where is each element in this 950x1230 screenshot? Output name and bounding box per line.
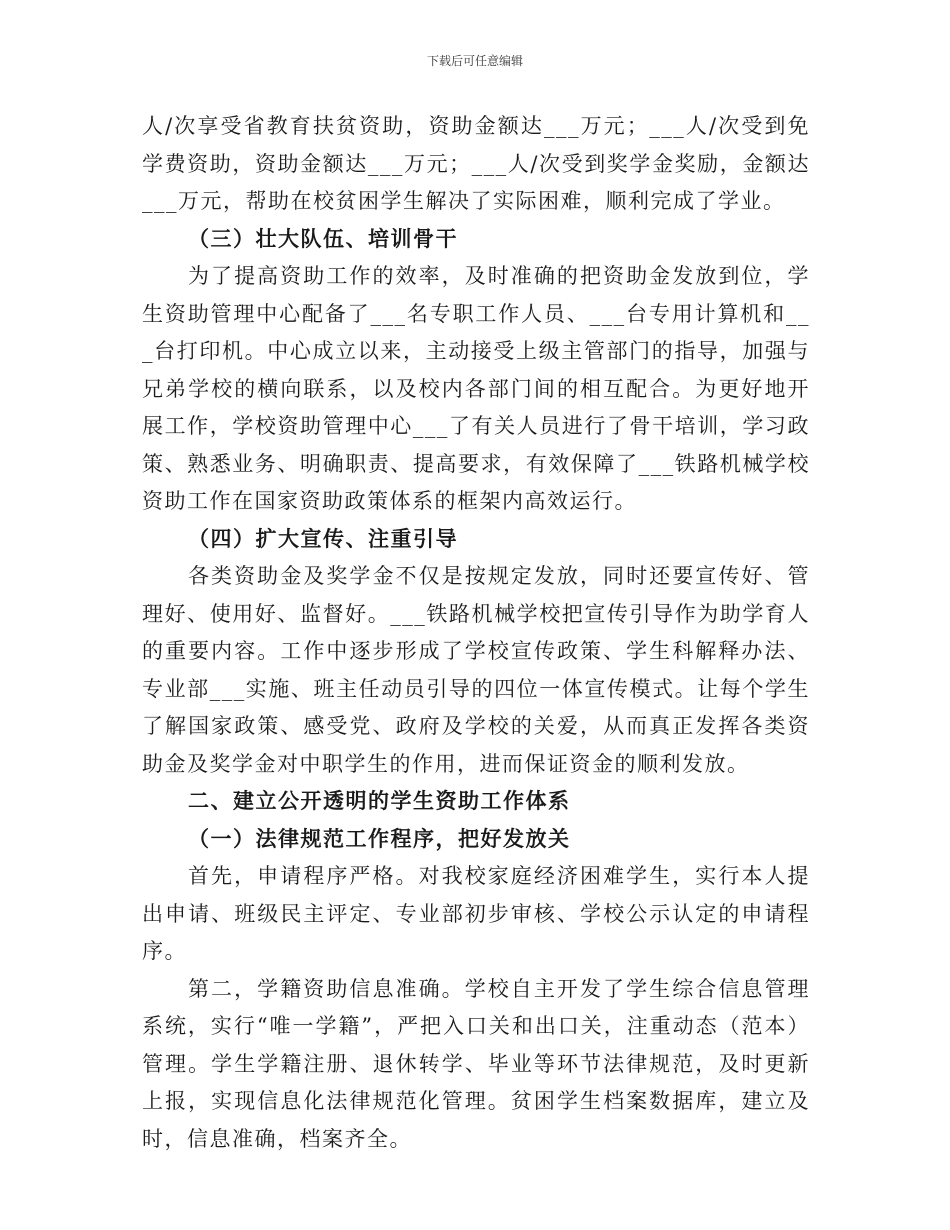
section-heading-3: （三）壮大队伍、培训骨干 [188,226,458,251]
paragraph-assistance-figures: 人/次享受省教育扶贫资助，资助金额达___万元；___人/次受到免学费资助，资助金额达___万元；___人/次受到奖学金奖励，金额达___万元，帮助在校贫困学生解决了实际困难，顺利完成了学业。 [142,114,810,213]
paragraph-student-records: 第二，学籍资助信息准确。学校自主开发了学生综合信息管理系统，实行“唯一学籍”，严把入口关和出口关，注重动态（范本）管理。学生学籍注册、退休转学、毕业等环节法律规范，及时更新上报，实现信息化法律规范化管理。贫困学生档案数据库，建立及时，信息准确，档案齐全。 [142,976,810,1151]
paragraph-team-training: 为了提高资助工作的效率，及时准确的把资助金发放到位，学生资助管理中心配备了___名专职工作人员、___台专用计算机和___台打印机。中心成立以来，主动接受上级主管部门的指导，加强与兄弟学校的横向联系，以及校内各部门间的相互配合。为更好地开展工作，学校资助管理中心___了有关人员进行了骨干培训，学习政策、熟悉业务、明确职责、提高要求，有效保障了___铁路机械学校资助工作在国家资助政策体系的框架内高效运行。 [142,264,810,513]
paragraph-publicity: 各类资助金及奖学金不仅是按规定发放，同时还要宣传好、管理好、使用好、监督好。___铁路机械学校把宣传引导作为助学育人的重要内容。工作中逐步形成了学校宣传政策、学生科解释办法、专业部___实施、班主任动员引导的四位一体宣传模式。让每个学生了解国家政策、感受党、政府及学校的关爱，从而真正发挥各类资助金及奖学金对中职学生的作用，进而保证资金的顺利发放。 [142,564,810,776]
section-heading-2-1: （一）法律规范工作程序，把好发放关 [188,826,571,851]
document-body [142,108,810,1158]
section-heading-4: （四）扩大宣传、注重引导 [188,526,458,551]
paragraph-application-procedure: 首先，申请程序严格。对我校家庭经济困难学生，实行本人提出申请、班级民主评定、专业部初步审核、学校公示认定的申请程序。 [142,864,810,963]
chapter-heading-2: 二、建立公开透明的学生资助工作体系 [188,789,571,813]
page-header-note: 下载后可任意编辑 [426,54,523,68]
